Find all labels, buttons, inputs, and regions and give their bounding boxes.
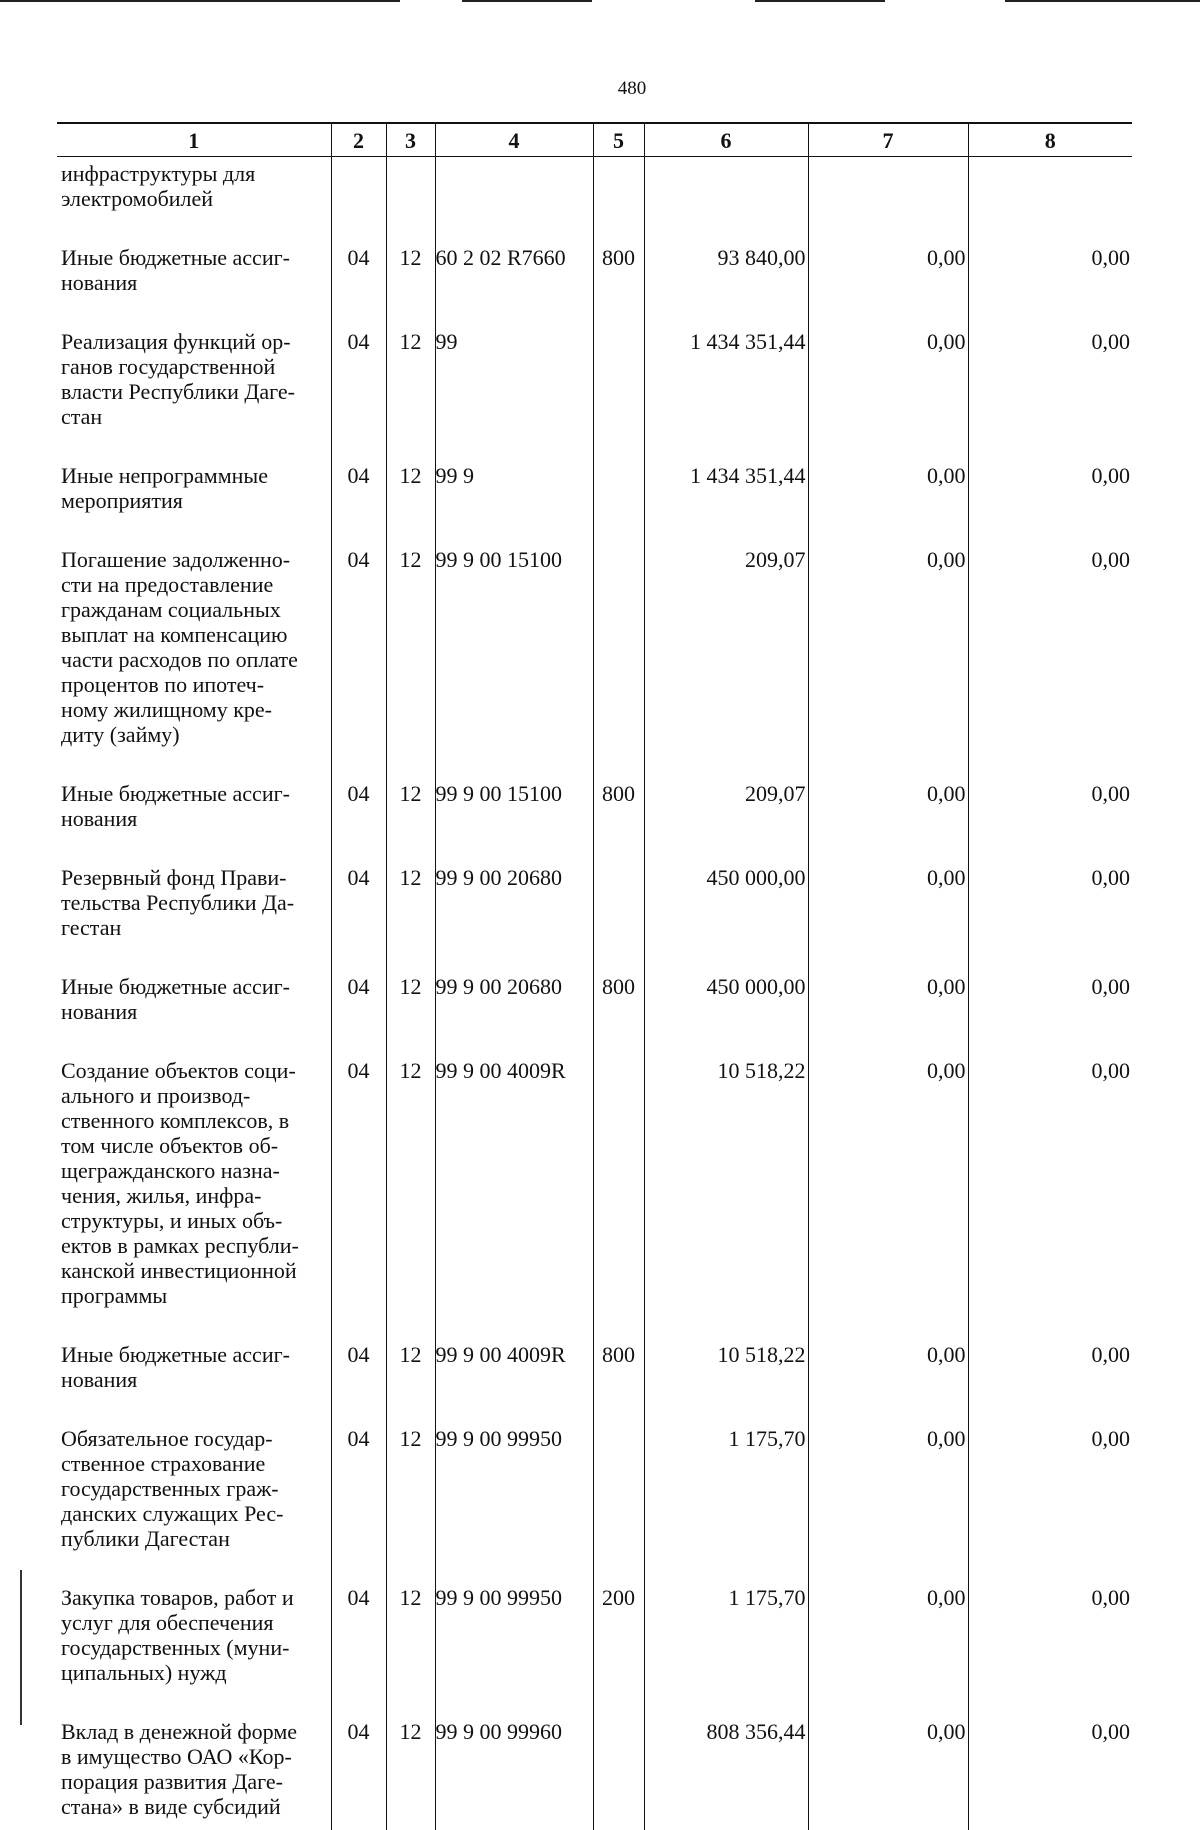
section-code-cell: 04 <box>331 211 386 295</box>
amount-cell: 0,00 <box>968 1685 1132 1830</box>
table-row <box>57 1024 1132 1308</box>
item-name-line: в имущество ОАО «Кор- <box>61 1744 292 1769</box>
item-name-line: Вклад в денежной форме <box>61 1719 298 1744</box>
column-header: 5 <box>593 123 644 157</box>
item-name-line: том числе объектов об- <box>61 1133 279 1158</box>
item-name-line: государственных граж- <box>61 1476 279 1501</box>
expense-type-cell <box>593 1024 644 1308</box>
table-row <box>57 1551 1132 1685</box>
subsection-code-cell: 12 <box>386 1024 435 1308</box>
item-name-line: стана» в виде субсидий <box>61 1794 281 1819</box>
top-scan-rule <box>0 0 1200 2</box>
amount-cell: 808 356,44 <box>644 1685 808 1830</box>
amount-cell: 0,00 <box>808 1024 968 1308</box>
amount-cell: 10 518,22 <box>644 1024 808 1308</box>
item-name-cell <box>57 831 331 940</box>
item-name-line: нования <box>61 270 138 295</box>
expense-type-cell: 800 <box>593 747 644 831</box>
item-name-cell <box>57 513 331 747</box>
target-article-cell: 99 9 00 15100 <box>435 747 593 831</box>
table-row <box>57 940 1132 1024</box>
amount-cell: 0,00 <box>968 831 1132 940</box>
amount-cell: 0,00 <box>968 1392 1132 1551</box>
amount-cell: 0,00 <box>968 211 1132 295</box>
column-header: 2 <box>331 123 386 157</box>
expense-type-cell <box>593 513 644 747</box>
item-name-line: гестан <box>61 915 122 940</box>
amount-cell: 0,00 <box>808 513 968 747</box>
item-name-line: порация развития Даге- <box>61 1769 283 1794</box>
item-name-line: ному жилищному кре- <box>61 697 272 722</box>
column-header: 3 <box>386 123 435 157</box>
item-name-cell <box>57 295 331 429</box>
item-name-line: Иные бюджетные ассиг- <box>61 974 290 999</box>
item-name-cell <box>57 1392 331 1551</box>
table-row <box>57 295 1132 429</box>
subsection-code-cell: 12 <box>386 1685 435 1830</box>
amount-cell: 450 000,00 <box>644 940 808 1024</box>
item-name-line: ектов в рамках республи- <box>61 1233 299 1258</box>
amount-cell: 0,00 <box>968 747 1132 831</box>
expense-type-cell: 800 <box>593 940 644 1024</box>
item-name-line: стан <box>61 404 103 429</box>
item-name-line: Иные бюджетные ассиг- <box>61 1342 290 1367</box>
section-code-cell: 04 <box>331 1551 386 1685</box>
item-name-line: мероприятия <box>61 488 183 513</box>
item-name-line: Погашение задолженно- <box>61 547 291 572</box>
section-code-cell <box>331 157 386 212</box>
amount-cell <box>968 157 1132 212</box>
left-scan-rule <box>20 1570 22 1725</box>
subsection-code-cell: 12 <box>386 1392 435 1551</box>
target-article-cell: 99 9 <box>435 429 593 513</box>
item-name-line: нования <box>61 999 138 1024</box>
amount-cell: 0,00 <box>808 940 968 1024</box>
table-row <box>57 747 1132 831</box>
item-name-cell <box>57 940 331 1024</box>
column-header: 8 <box>968 123 1132 157</box>
table-row <box>57 1308 1132 1392</box>
target-article-cell: 99 9 00 99950 <box>435 1392 593 1551</box>
item-name-line: Иные бюджетные ассиг- <box>61 781 290 806</box>
amount-cell: 209,07 <box>644 747 808 831</box>
expense-type-cell <box>593 1685 644 1830</box>
item-name-line: Закупка товаров, работ и <box>61 1585 294 1610</box>
table-row <box>57 157 1132 212</box>
amount-cell: 0,00 <box>968 513 1132 747</box>
target-article-cell: 99 9 00 4009R <box>435 1308 593 1392</box>
subsection-code-cell: 12 <box>386 831 435 940</box>
item-name-line: тельства Республики Да- <box>61 890 295 915</box>
item-name-cell <box>57 1024 331 1308</box>
item-name-line: публики Дагестан <box>61 1526 230 1551</box>
item-name-line: инфраструктуры для <box>61 161 256 186</box>
table-row <box>57 429 1132 513</box>
section-code-cell: 04 <box>331 1392 386 1551</box>
budget-table <box>57 122 1132 1830</box>
target-article-cell: 99 9 00 20680 <box>435 831 593 940</box>
item-name-line: гражданам социальных <box>61 597 281 622</box>
item-name-line: нования <box>61 1367 138 1392</box>
page-number: 480 <box>617 78 647 99</box>
target-article-cell: 99 9 00 20680 <box>435 940 593 1024</box>
item-name-line: ганов государственной <box>61 354 276 379</box>
table-header-row <box>57 123 1132 157</box>
amount-cell: 0,00 <box>808 295 968 429</box>
subsection-code-cell <box>386 157 435 212</box>
item-name-cell <box>57 747 331 831</box>
item-name-line: Реализация функций ор- <box>61 329 291 354</box>
item-name-line: услуг для обеспечения <box>61 1610 274 1635</box>
column-header: 6 <box>644 123 808 157</box>
item-name-line: сти на предоставление <box>61 572 274 597</box>
item-name-cell <box>57 1685 331 1830</box>
amount-cell: 0,00 <box>808 1392 968 1551</box>
item-name-line: диту (займу) <box>61 722 180 747</box>
table-row <box>57 1392 1132 1551</box>
amount-cell: 0,00 <box>968 429 1132 513</box>
column-header: 7 <box>808 123 968 157</box>
target-article-cell: 99 9 00 15100 <box>435 513 593 747</box>
item-name-line: щегражданского назна- <box>61 1158 280 1183</box>
section-code-cell: 04 <box>331 295 386 429</box>
subsection-code-cell: 12 <box>386 211 435 295</box>
amount-cell: 93 840,00 <box>644 211 808 295</box>
item-name-line: данских служащих Рес- <box>61 1501 284 1526</box>
amount-cell: 0,00 <box>808 747 968 831</box>
amount-cell: 1 175,70 <box>644 1551 808 1685</box>
item-name-line: канской инвестиционной <box>61 1258 297 1283</box>
table-row <box>57 1685 1132 1830</box>
item-name-line: структуры, и иных объ- <box>61 1208 283 1233</box>
item-name-line: выплат на компенсацию <box>61 622 288 647</box>
amount-cell: 1 175,70 <box>644 1392 808 1551</box>
target-article-cell <box>435 157 593 212</box>
item-name-line: государственных (муни- <box>61 1635 290 1660</box>
item-name-line: Создание объектов соци- <box>61 1058 296 1083</box>
item-name-line: Иные бюджетные ассиг- <box>61 245 290 270</box>
expense-type-cell <box>593 831 644 940</box>
target-article-cell: 99 9 00 99950 <box>435 1551 593 1685</box>
amount-cell: 0,00 <box>808 211 968 295</box>
item-name-cell <box>57 1308 331 1392</box>
item-name-line: ципальных) нужд <box>61 1660 227 1685</box>
section-code-cell: 04 <box>331 747 386 831</box>
amount-cell: 0,00 <box>968 1024 1132 1308</box>
expense-type-cell: 800 <box>593 211 644 295</box>
item-name-line: нования <box>61 806 138 831</box>
amount-cell: 0,00 <box>968 940 1132 1024</box>
target-article-cell: 99 9 00 99960 <box>435 1685 593 1830</box>
amount-cell: 1 434 351,44 <box>644 295 808 429</box>
section-code-cell: 04 <box>331 1685 386 1830</box>
target-article-cell: 60 2 02 R7660 <box>435 211 593 295</box>
amount-cell: 0,00 <box>808 1308 968 1392</box>
subsection-code-cell: 12 <box>386 429 435 513</box>
table-row <box>57 831 1132 940</box>
item-name-line: части расходов по оплате <box>61 647 298 672</box>
target-article-cell: 99 <box>435 295 593 429</box>
item-name-line: чения, жилья, инфра- <box>61 1183 262 1208</box>
section-code-cell: 04 <box>331 513 386 747</box>
amount-cell: 0,00 <box>808 1551 968 1685</box>
item-name-line: ственного комплексов, в <box>61 1108 290 1133</box>
section-code-cell: 04 <box>331 429 386 513</box>
amount-cell: 0,00 <box>968 1551 1132 1685</box>
amount-cell: 0,00 <box>968 295 1132 429</box>
item-name-line: ального и производ- <box>61 1083 251 1108</box>
item-name-line: Обязательное государ- <box>61 1426 273 1451</box>
amount-cell <box>808 157 968 212</box>
subsection-code-cell: 12 <box>386 295 435 429</box>
amount-cell: 0,00 <box>968 1308 1132 1392</box>
subsection-code-cell: 12 <box>386 1551 435 1685</box>
table-row <box>57 513 1132 747</box>
subsection-code-cell: 12 <box>386 940 435 1024</box>
column-header: 4 <box>435 123 593 157</box>
expense-type-cell: 200 <box>593 1551 644 1685</box>
item-name-cell <box>57 211 331 295</box>
amount-cell: 0,00 <box>808 831 968 940</box>
item-name-cell <box>57 1551 331 1685</box>
expense-type-cell <box>593 295 644 429</box>
expense-type-cell <box>593 1392 644 1551</box>
amount-cell: 209,07 <box>644 513 808 747</box>
expense-type-cell <box>593 157 644 212</box>
subsection-code-cell: 12 <box>386 513 435 747</box>
item-name-line: электромобилей <box>61 186 214 211</box>
amount-cell: 10 518,22 <box>644 1308 808 1392</box>
subsection-code-cell: 12 <box>386 1308 435 1392</box>
item-name-cell <box>57 157 331 212</box>
item-name-cell <box>57 429 331 513</box>
item-name-line: Иные непрограммные <box>61 463 268 488</box>
amount-cell: 0,00 <box>808 1685 968 1830</box>
amount-cell: 1 434 351,44 <box>644 429 808 513</box>
item-name-line: Резервный фонд Прави- <box>61 865 287 890</box>
table-row <box>57 211 1132 295</box>
section-code-cell: 04 <box>331 940 386 1024</box>
section-code-cell: 04 <box>331 831 386 940</box>
item-name-line: процентов по ипотеч- <box>61 672 265 697</box>
amount-cell: 450 000,00 <box>644 831 808 940</box>
item-name-line: ственное страхование <box>61 1451 266 1476</box>
item-name-line: программы <box>61 1283 168 1308</box>
expense-type-cell <box>593 429 644 513</box>
subsection-code-cell: 12 <box>386 747 435 831</box>
expense-type-cell: 800 <box>593 1308 644 1392</box>
item-name-line: власти Республики Даге- <box>61 379 295 404</box>
amount-cell <box>644 157 808 212</box>
column-header: 1 <box>57 123 331 157</box>
target-article-cell: 99 9 00 4009R <box>435 1024 593 1308</box>
section-code-cell: 04 <box>331 1308 386 1392</box>
amount-cell: 0,00 <box>808 429 968 513</box>
section-code-cell: 04 <box>331 1024 386 1308</box>
